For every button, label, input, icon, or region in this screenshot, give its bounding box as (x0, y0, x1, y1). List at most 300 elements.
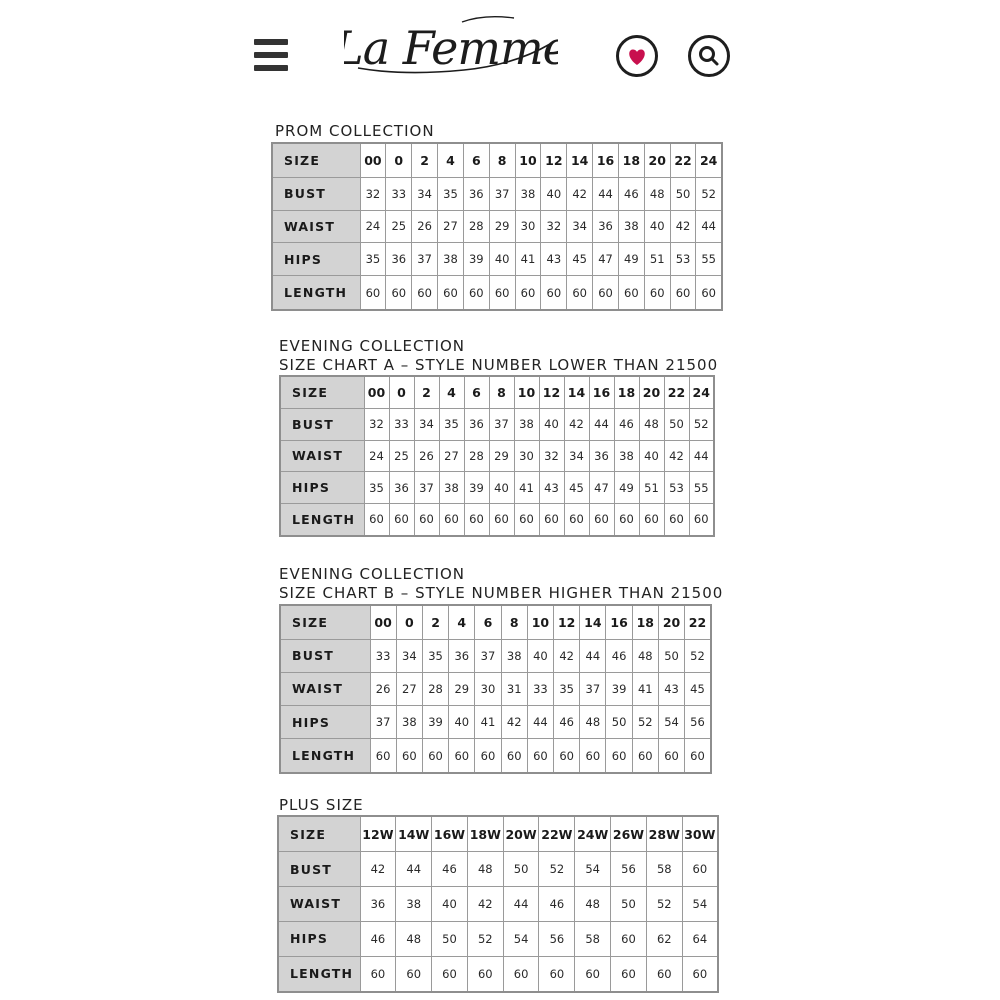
table-cell: 60 (593, 276, 619, 310)
table-cell: 27 (396, 672, 422, 705)
table-cell: 40 (639, 440, 664, 472)
row-length (272, 276, 722, 310)
table-cell: 60 (575, 956, 611, 992)
table-cell: 25 (389, 440, 414, 472)
table-cell: 18 (632, 605, 658, 639)
table-cell: 46 (614, 409, 639, 441)
table-cell: 60 (539, 503, 564, 536)
table-cell: 60 (606, 739, 632, 773)
row-label: SIZE (280, 605, 370, 639)
row-size (280, 376, 714, 409)
table-cell: 22 (670, 143, 696, 177)
table-cell: 38 (396, 887, 432, 922)
table-cell: 26 (412, 210, 438, 243)
prom-collection-title: PROM COLLECTION (275, 122, 435, 140)
la-femme-wordmark (344, 4, 558, 88)
table-cell: 12W (360, 816, 396, 852)
table-cell: 60 (646, 956, 682, 992)
row-size (280, 605, 711, 639)
table-cell: 25 (386, 210, 412, 243)
table-cell: 18 (614, 376, 639, 409)
table-cell: 60 (364, 503, 389, 536)
table-cell: 60 (682, 852, 718, 887)
table-cell: 4 (439, 376, 464, 409)
table-cell: 12 (554, 605, 580, 639)
row-label: BUST (278, 852, 360, 887)
table-cell: 40 (489, 243, 515, 276)
row-label: SIZE (272, 143, 360, 177)
table-cell: 50 (664, 409, 689, 441)
table-cell: 14 (580, 605, 606, 639)
table-cell: 55 (696, 243, 722, 276)
table-cell: 38 (614, 440, 639, 472)
table-cell: 44 (689, 440, 714, 472)
table-cell: 60 (658, 739, 684, 773)
table-cell: 48 (639, 409, 664, 441)
table-cell: 20W (503, 816, 539, 852)
row-hips (272, 243, 722, 276)
table-cell: 60 (449, 739, 475, 773)
table-cell: 10 (527, 605, 553, 639)
table-cell: 60 (412, 276, 438, 310)
table-cell: 37 (414, 472, 439, 504)
table-cell: 60 (463, 276, 489, 310)
table-cell: 41 (475, 706, 501, 739)
table-cell: 0 (389, 376, 414, 409)
search-button[interactable] (688, 35, 730, 77)
table-cell: 60 (389, 503, 414, 536)
table-cell: 14 (567, 143, 593, 177)
table-cell: 0 (386, 143, 412, 177)
table-cell: 60 (475, 739, 501, 773)
table-cell: 52 (646, 887, 682, 922)
evening-a-size-table (279, 375, 715, 537)
table-cell: 52 (685, 639, 711, 672)
row-label: SIZE (280, 376, 364, 409)
table-cell: 60 (527, 739, 553, 773)
table-cell: 29 (489, 440, 514, 472)
table-cell: 60 (564, 503, 589, 536)
table-cell: 60 (489, 276, 515, 310)
table-cell: 20 (639, 376, 664, 409)
table-cell: 6 (475, 605, 501, 639)
plus-size-table (277, 815, 719, 993)
table-cell: 42 (501, 706, 527, 739)
row-bust (272, 177, 722, 210)
row-label: LENGTH (280, 739, 370, 773)
table-cell: 18 (618, 143, 644, 177)
table-cell: 27 (439, 440, 464, 472)
table-cell: 60 (685, 739, 711, 773)
table-cell: 60 (396, 739, 422, 773)
table-cell: 42 (567, 177, 593, 210)
table-cell: 41 (632, 672, 658, 705)
table-cell: 36 (593, 210, 619, 243)
table-cell: 52 (467, 921, 503, 956)
table-cell: 24 (689, 376, 714, 409)
row-waist (280, 672, 711, 705)
table-cell: 24W (575, 816, 611, 852)
table-cell: 0 (396, 605, 422, 639)
table-cell: 28W (646, 816, 682, 852)
table-cell: 16 (589, 376, 614, 409)
table-cell: 42 (670, 210, 696, 243)
table-cell: 50 (670, 177, 696, 210)
table-cell: 39 (464, 472, 489, 504)
row-label: BUST (272, 177, 360, 210)
table-cell: 38 (439, 472, 464, 504)
table-cell: 51 (644, 243, 670, 276)
table-cell: 60 (514, 503, 539, 536)
table-cell: 42 (467, 887, 503, 922)
table-cell: 56 (685, 706, 711, 739)
table-cell: 6 (464, 376, 489, 409)
table-cell: 14W (396, 816, 432, 852)
table-cell: 54 (575, 852, 611, 887)
table-cell: 42 (360, 852, 396, 887)
table-cell: 16 (606, 605, 632, 639)
search-icon (691, 38, 727, 74)
table-cell: 44 (593, 177, 619, 210)
table-cell: 40 (432, 887, 468, 922)
table-cell: 62 (646, 921, 682, 956)
table-cell: 48 (632, 639, 658, 672)
row-label: BUST (280, 409, 364, 441)
table-cell: 60 (515, 276, 541, 310)
table-cell: 33 (389, 409, 414, 441)
table-cell: 36 (386, 243, 412, 276)
table-cell: 60 (432, 956, 468, 992)
table-cell: 60 (422, 739, 448, 773)
table-cell: 48 (575, 887, 611, 922)
table-cell: 49 (614, 472, 639, 504)
hamburger-menu-icon[interactable] (254, 39, 288, 71)
row-label: LENGTH (280, 503, 364, 536)
table-cell: 20 (658, 605, 684, 639)
table-cell: 35 (422, 639, 448, 672)
row-waist (272, 210, 722, 243)
table-cell: 37 (475, 639, 501, 672)
table-cell: 10 (515, 143, 541, 177)
table-cell: 54 (503, 921, 539, 956)
table-cell: 42 (564, 409, 589, 441)
table-cell: 16W (432, 816, 468, 852)
evening-a-title: EVENING COLLECTION (279, 337, 466, 355)
row-waist (280, 440, 714, 472)
row-label: HIPS (280, 706, 370, 739)
table-cell: 24 (696, 143, 722, 177)
table-cell: 60 (438, 276, 464, 310)
table-cell: 43 (539, 472, 564, 504)
table-cell: 46 (539, 887, 575, 922)
table-cell: 39 (606, 672, 632, 705)
table-cell: 35 (439, 409, 464, 441)
table-cell: 4 (438, 143, 464, 177)
table-cell: 36 (463, 177, 489, 210)
table-cell: 60 (554, 739, 580, 773)
table-cell: 60 (682, 956, 718, 992)
table-cell: 60 (503, 956, 539, 992)
table-cell: 56 (611, 852, 647, 887)
table-cell: 60 (664, 503, 689, 536)
row-bust (280, 409, 714, 441)
table-cell: 48 (580, 706, 606, 739)
table-cell: 60 (632, 739, 658, 773)
table-cell: 34 (414, 409, 439, 441)
table-cell: 16 (593, 143, 619, 177)
table-cell: 22 (685, 605, 711, 639)
prom-size-table (271, 142, 723, 311)
table-cell: 37 (580, 672, 606, 705)
table-cell: 44 (527, 706, 553, 739)
table-cell: 47 (589, 472, 614, 504)
table-cell: 35 (438, 177, 464, 210)
table-cell: 36 (360, 887, 396, 922)
evening-b-subtitle: SIZE CHART B – STYLE NUMBER HIGHER THAN 21500 (279, 584, 724, 602)
row-waist (278, 887, 718, 922)
table-cell: 60 (689, 503, 714, 536)
row-label: SIZE (278, 816, 360, 852)
table-cell: 46 (432, 852, 468, 887)
table-cell: 60 (386, 276, 412, 310)
table-cell: 35 (364, 472, 389, 504)
table-cell: 10 (514, 376, 539, 409)
table-cell: 40 (489, 472, 514, 504)
table-cell: 36 (589, 440, 614, 472)
row-length (280, 503, 714, 536)
table-cell: 30 (475, 672, 501, 705)
table-cell: 14 (564, 376, 589, 409)
plus-size-title: PLUS SIZE (279, 796, 364, 814)
table-cell: 39 (463, 243, 489, 276)
table-cell: 46 (618, 177, 644, 210)
heart-icon (619, 38, 655, 74)
favorites-button[interactable] (616, 35, 658, 77)
table-cell: 50 (503, 852, 539, 887)
table-cell: 49 (618, 243, 644, 276)
row-label: WAIST (272, 210, 360, 243)
row-label: LENGTH (272, 276, 360, 310)
table-cell: 47 (593, 243, 619, 276)
table-cell: 60 (501, 739, 527, 773)
table-cell: 64 (682, 921, 718, 956)
table-cell: 53 (664, 472, 689, 504)
brand-logo[interactable] (344, 4, 558, 88)
table-cell: 24 (360, 210, 386, 243)
table-cell: 36 (389, 472, 414, 504)
table-cell: 4 (449, 605, 475, 639)
table-cell: 43 (541, 243, 567, 276)
table-cell: 12 (539, 376, 564, 409)
row-hips (280, 472, 714, 504)
table-cell: 33 (527, 672, 553, 705)
table-cell: 44 (503, 887, 539, 922)
table-cell: 56 (539, 921, 575, 956)
table-cell: 50 (658, 639, 684, 672)
table-cell: 2 (412, 143, 438, 177)
table-cell: 28 (464, 440, 489, 472)
table-cell: 26 (414, 440, 439, 472)
table-cell: 58 (646, 852, 682, 887)
table-cell: 32 (539, 440, 564, 472)
table-cell: 60 (439, 503, 464, 536)
table-cell: 32 (364, 409, 389, 441)
row-size (272, 143, 722, 177)
table-cell: 45 (567, 243, 593, 276)
table-cell: 24 (364, 440, 389, 472)
row-size (278, 816, 718, 852)
evening-b-title: EVENING COLLECTION (279, 565, 466, 583)
table-cell: 6 (463, 143, 489, 177)
table-cell: 37 (412, 243, 438, 276)
table-cell: 8 (489, 143, 515, 177)
table-cell: 38 (618, 210, 644, 243)
table-cell: 44 (696, 210, 722, 243)
table-cell: 52 (539, 852, 575, 887)
table-cell: 34 (412, 177, 438, 210)
table-cell: 2 (414, 376, 439, 409)
table-cell: 22W (539, 816, 575, 852)
table-cell: 60 (414, 503, 439, 536)
table-cell: 60 (396, 956, 432, 992)
table-cell: 40 (449, 706, 475, 739)
table-cell: 60 (360, 956, 396, 992)
table-cell: 43 (658, 672, 684, 705)
table-cell: 38 (514, 409, 539, 441)
table-cell: 42 (664, 440, 689, 472)
table-cell: 50 (611, 887, 647, 922)
table-cell: 30W (682, 816, 718, 852)
table-cell: 60 (618, 276, 644, 310)
table-cell: 50 (432, 921, 468, 956)
table-cell: 26 (370, 672, 396, 705)
table-cell: 32 (360, 177, 386, 210)
table-cell: 34 (396, 639, 422, 672)
table-cell: 48 (396, 921, 432, 956)
row-bust (280, 639, 711, 672)
table-cell: 2 (422, 605, 448, 639)
table-cell: 44 (396, 852, 432, 887)
row-length (278, 956, 718, 992)
table-cell: 42 (554, 639, 580, 672)
table-cell: 60 (670, 276, 696, 310)
table-cell: 12 (541, 143, 567, 177)
row-label: LENGTH (278, 956, 360, 992)
table-cell: 36 (464, 409, 489, 441)
row-hips (278, 921, 718, 956)
table-cell: 38 (396, 706, 422, 739)
table-cell: 45 (685, 672, 711, 705)
table-cell: 60 (370, 739, 396, 773)
row-hips (280, 706, 711, 739)
table-cell: 40 (539, 409, 564, 441)
row-label: HIPS (280, 472, 364, 504)
table-cell: 46 (606, 639, 632, 672)
table-cell: 32 (541, 210, 567, 243)
table-cell: 60 (489, 503, 514, 536)
evening-b-size-table (279, 604, 712, 774)
row-label: BUST (280, 639, 370, 672)
table-cell: 46 (554, 706, 580, 739)
table-cell: 26W (611, 816, 647, 852)
table-cell: 60 (639, 503, 664, 536)
table-cell: 30 (514, 440, 539, 472)
table-cell: 20 (644, 143, 670, 177)
table-cell: 00 (370, 605, 396, 639)
table-cell: 00 (360, 143, 386, 177)
table-cell: 50 (606, 706, 632, 739)
table-cell: 60 (614, 503, 639, 536)
table-cell: 31 (501, 672, 527, 705)
table-cell: 60 (696, 276, 722, 310)
table-cell: 44 (580, 639, 606, 672)
table-cell: 54 (658, 706, 684, 739)
table-cell: 48 (467, 852, 503, 887)
table-cell: 51 (639, 472, 664, 504)
table-cell: 46 (360, 921, 396, 956)
table-cell: 60 (644, 276, 670, 310)
table-cell: 38 (515, 177, 541, 210)
table-cell: 60 (611, 956, 647, 992)
table-cell: 35 (554, 672, 580, 705)
row-label: HIPS (272, 243, 360, 276)
table-cell: 18W (467, 816, 503, 852)
table-cell: 58 (575, 921, 611, 956)
table-cell: 34 (567, 210, 593, 243)
table-cell: 52 (689, 409, 714, 441)
table-cell: 38 (501, 639, 527, 672)
table-cell: 52 (632, 706, 658, 739)
row-length (280, 739, 711, 773)
table-cell: 33 (370, 639, 396, 672)
table-cell: 53 (670, 243, 696, 276)
row-label: HIPS (278, 921, 360, 956)
table-cell: 34 (564, 440, 589, 472)
table-cell: 60 (541, 276, 567, 310)
table-cell: 41 (515, 243, 541, 276)
table-cell: 60 (360, 276, 386, 310)
table-cell: 36 (449, 639, 475, 672)
brand-name: La Femme (344, 21, 558, 75)
table-cell: 40 (644, 210, 670, 243)
table-cell: 55 (689, 472, 714, 504)
row-label: WAIST (278, 887, 360, 922)
table-cell: 37 (370, 706, 396, 739)
evening-a-subtitle: SIZE CHART A – STYLE NUMBER LOWER THAN 21500 (279, 356, 719, 374)
table-cell: 27 (438, 210, 464, 243)
table-cell: 8 (489, 376, 514, 409)
table-cell: 60 (580, 739, 606, 773)
table-cell: 39 (422, 706, 448, 739)
table-cell: 35 (360, 243, 386, 276)
table-cell: 60 (467, 956, 503, 992)
table-cell: 60 (589, 503, 614, 536)
table-cell: 54 (682, 887, 718, 922)
table-cell: 00 (364, 376, 389, 409)
table-cell: 60 (567, 276, 593, 310)
table-cell: 30 (515, 210, 541, 243)
table-cell: 29 (489, 210, 515, 243)
table-cell: 37 (489, 409, 514, 441)
table-cell: 37 (489, 177, 515, 210)
table-cell: 28 (463, 210, 489, 243)
table-cell: 60 (611, 921, 647, 956)
row-label: WAIST (280, 440, 364, 472)
table-cell: 48 (644, 177, 670, 210)
table-cell: 29 (449, 672, 475, 705)
table-cell: 60 (464, 503, 489, 536)
table-cell: 45 (564, 472, 589, 504)
